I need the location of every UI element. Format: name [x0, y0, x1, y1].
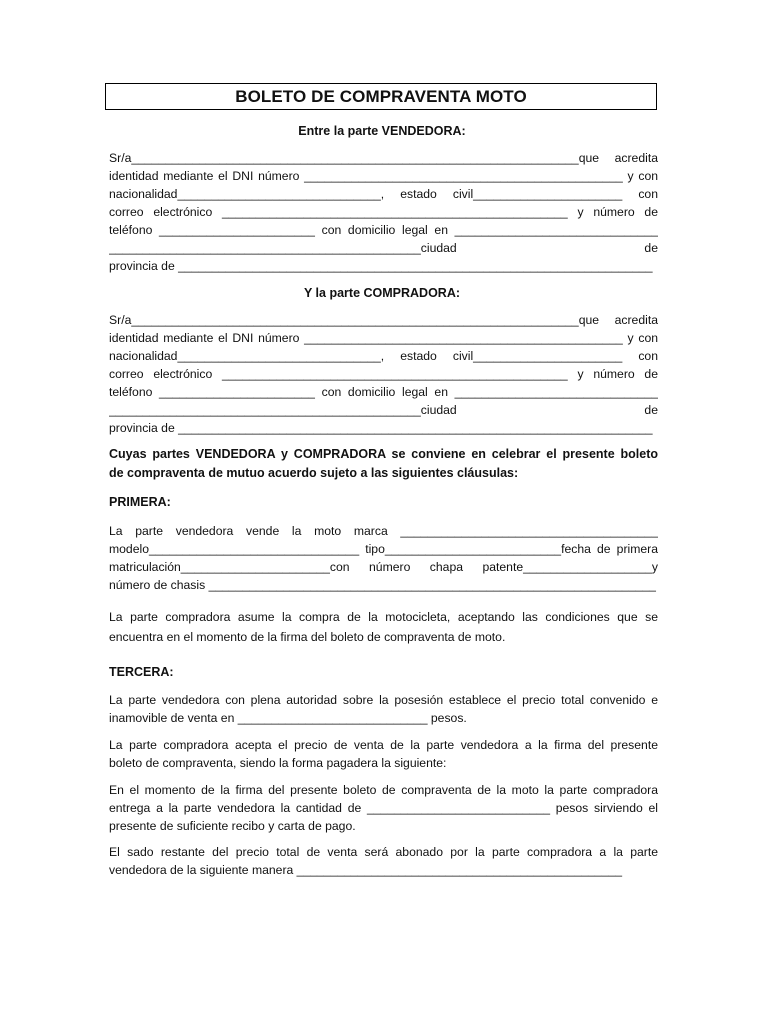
asume-line: La parte compradora asume la compra de la motocicleta, aceptando las condiciones que se — [109, 610, 658, 624]
compradora-line: identidad mediante el DNI número _______________________________________________ y con — [109, 331, 658, 345]
tercera-p2-line: boleto de compraventa, siendo la forma pagadera la siguiente: — [109, 756, 447, 770]
document-title: BOLETO DE COMPRAVENTA MOTO — [105, 83, 657, 110]
vendedora-line: ______________________________________________ciudad de — [109, 241, 658, 255]
compradora-line: correo electrónico ___________________________________________________ y número de — [109, 367, 658, 381]
vendedora-block — [109, 149, 658, 275]
tercera-p3-line: entrega a la parte vendedora la cantidad de ___________________________ pesos sirviendo el — [109, 801, 658, 815]
compradora-asume-paragraph — [109, 607, 658, 647]
primera-heading: PRIMERA: — [109, 495, 171, 509]
vendedora-line: identidad mediante el DNI número _______________________________________________ y con — [109, 169, 658, 183]
tercera-p2-line: La parte compradora acepta el precio de venta de la parte vendedora a la firma del presente — [109, 738, 658, 752]
tercera-p1-line: La parte vendedora con plena autoridad sobre la posesión establece el precio total convenido e — [109, 693, 658, 707]
compradora-heading: Y la parte COMPRADORA: — [303, 286, 461, 300]
tercera-heading: TERCERA: — [109, 665, 174, 679]
intro-line: de compraventa de mutuo acuerdo sujeto a las siguientes cláusulas: — [109, 466, 519, 480]
intro-line: Cuyas partes VENDEDORA y COMPRADORA se conviene en celebrar el presente boleto — [109, 447, 658, 461]
vendedora-line: teléfono _______________________ con domicilio legal en ______________________________ — [109, 223, 658, 237]
compradora-line: Sr/a__________________________________________________________________que acredita — [109, 313, 658, 327]
tercera-paragraph-2 — [109, 736, 658, 772]
primera-block — [109, 522, 658, 594]
primera-line: matriculación______________________con número chapa patente___________________y — [109, 560, 658, 574]
vendedora-heading: Entre la parte VENDEDORA: — [298, 124, 466, 138]
vendedora-line: provincia de ______________________________________________________________________ — [109, 259, 653, 273]
intro-clause — [109, 445, 658, 483]
tercera-paragraph-4 — [109, 843, 658, 879]
vendedora-line: nacionalidad______________________________, estado civil______________________ con — [109, 187, 658, 201]
tercera-paragraph-1 — [109, 691, 658, 727]
tercera-p3-line: En el momento de la firma del presente boleto de compraventa de la moto la parte compradora — [109, 783, 658, 797]
tercera-p3-line: presente de suficiente recibo y carta de pago. — [109, 819, 356, 833]
primera-line: La parte vendedora vende la moto marca ______________________________________ — [109, 524, 658, 538]
compradora-line: ______________________________________________ciudad de — [109, 403, 658, 417]
compradora-line: provincia de ______________________________________________________________________ — [109, 421, 653, 435]
vendedora-line: Sr/a__________________________________________________________________que acredita — [109, 151, 658, 165]
tercera-p4-line: vendedora de la siguiente manera ________________________________________________ — [109, 863, 623, 877]
tercera-p1-line: inamovible de venta en ____________________________ pesos. — [109, 711, 467, 725]
compradora-line: teléfono _______________________ con domicilio legal en ______________________________ — [109, 385, 658, 399]
tercera-paragraph-3 — [109, 781, 658, 835]
compradora-line: nacionalidad______________________________, estado civil______________________ con — [109, 349, 658, 363]
primera-line: número de chasis __________________________________________________________________ — [109, 578, 656, 592]
vendedora-line: correo electrónico ___________________________________________________ y número de — [109, 205, 658, 219]
primera-line: modelo_______________________________ tipo__________________________fecha de primera — [109, 542, 658, 556]
asume-line: encuentra en el momento de la firma del boleto de compraventa de moto. — [109, 630, 506, 644]
tercera-p4-line: El sado restante del precio total de venta será abonado por la parte compradora a la parte — [109, 845, 658, 859]
compradora-block — [109, 311, 658, 437]
